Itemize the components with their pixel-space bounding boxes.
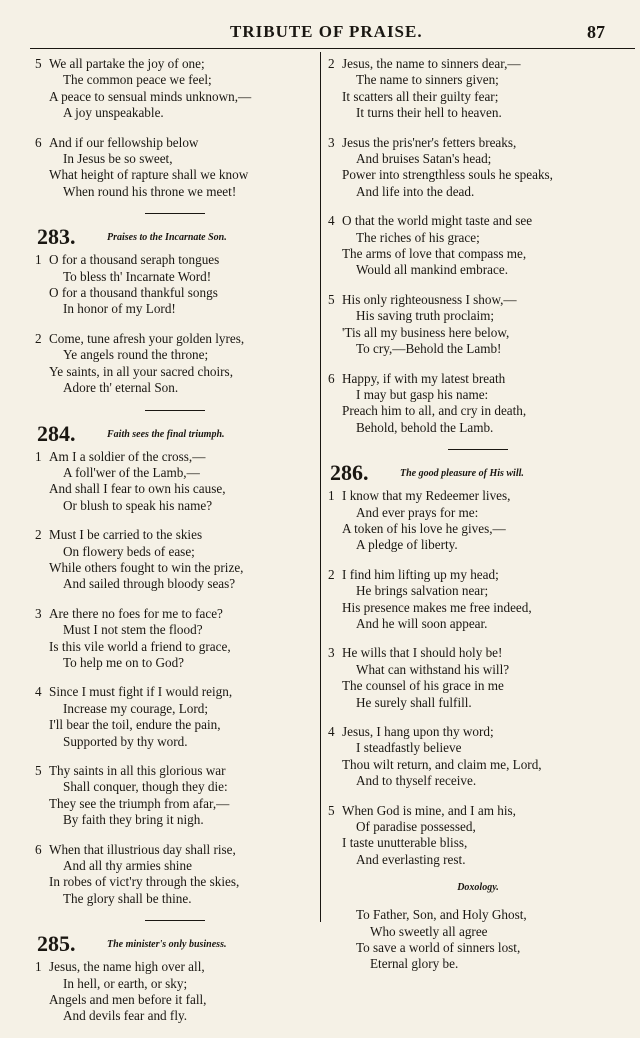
verse-line	[35, 622, 315, 638]
verse-text: I may but gasp his name:	[356, 386, 489, 402]
verse-line	[328, 505, 628, 521]
stanza	[328, 803, 628, 869]
left-column	[35, 56, 315, 1038]
stanza	[328, 371, 628, 437]
verse-text: By faith they bring it nigh.	[63, 812, 204, 828]
verse-number: 6	[35, 841, 42, 857]
verse-line	[328, 230, 628, 246]
stanza	[328, 292, 628, 358]
verse-text: A pledge of liberty.	[356, 537, 458, 553]
verse-text: Jesus the pris'ner's fetters breaks,	[342, 134, 517, 150]
verse-text: When that illustrious day shall rise,	[49, 841, 236, 857]
verse-line	[35, 858, 315, 874]
verse-text: Am I a soldier of the cross,—	[49, 448, 206, 464]
hymn-heading	[35, 421, 315, 449]
verse-text: And sailed through bloody seas?	[63, 576, 236, 592]
verse-line	[35, 655, 315, 671]
stanza-group	[328, 488, 628, 868]
verse-line	[328, 537, 628, 553]
doxology-title: Doxology.	[457, 882, 499, 894]
verse-line	[328, 678, 628, 694]
verse-text: Adore th' eternal Son.	[63, 380, 179, 396]
verse-line	[328, 616, 628, 632]
verse-text: His only righteousness I show,—	[342, 291, 517, 307]
verse-line	[35, 89, 315, 105]
verse-line	[328, 403, 628, 419]
verse-text: Thou wilt return, and claim me, Lord,	[342, 756, 542, 772]
verse-number: 1	[328, 488, 335, 504]
verse-line	[328, 488, 628, 504]
verse-text: A foll'wer of the Lamb,—	[63, 464, 200, 480]
verse-line	[328, 262, 628, 278]
verse-text: What height of rapture shall we know	[49, 167, 249, 183]
verse-text: His presence makes me free indeed,	[342, 599, 532, 615]
verse-text: 'Tis all my business here below,	[342, 324, 510, 340]
verse-text: While others fought to win the prize,	[49, 559, 244, 575]
verse-text: Come, tune afresh your golden lyres,	[49, 330, 245, 346]
verse-text: Jesus, the name high over all,	[49, 959, 205, 975]
hymn-heading	[35, 931, 315, 959]
stanza	[35, 56, 315, 122]
verse-text: I'll bear the toil, endure the pain,	[49, 717, 221, 733]
verse-text: A peace to sensual minds unknown,—	[49, 88, 252, 104]
verse-line	[328, 645, 628, 661]
hymn-separator	[448, 449, 508, 450]
stanza	[35, 449, 315, 515]
verse-line	[35, 151, 315, 167]
hymn-separator	[145, 213, 205, 214]
verse-text: Ye angels round the throne;	[63, 347, 209, 363]
verse-line	[328, 135, 628, 151]
verse-line	[35, 560, 315, 576]
verse-number: 5	[35, 763, 42, 778]
verse-line	[35, 105, 315, 121]
verse-text: Supported by thy word.	[63, 733, 188, 749]
verse-line	[328, 583, 628, 599]
verse-text: Jesus, I hang upon thy word;	[342, 724, 494, 739]
stanza	[35, 135, 315, 201]
verse-line	[328, 151, 628, 167]
verse-line	[328, 662, 628, 678]
verse-text: His saving truth proclaim;	[356, 308, 495, 324]
stanza	[35, 527, 315, 593]
verse-text: The common peace we feel;	[63, 72, 212, 88]
verse-line	[35, 779, 315, 795]
verse-text: I know that my Redeemer lives,	[342, 488, 511, 504]
stanza-group	[35, 959, 315, 1025]
verse-text: And if our fellowship below	[49, 134, 199, 150]
stanza	[328, 567, 628, 633]
verse-line	[35, 734, 315, 750]
verse-text: The arms of love that compass me,	[342, 246, 527, 262]
verse-text: And ever prays for me:	[356, 504, 479, 520]
verse-line	[35, 684, 315, 700]
verse-text: I find him lifting up my head;	[342, 566, 499, 582]
verse-text: And life into the dead.	[356, 183, 475, 199]
verse-line	[35, 874, 315, 890]
stanza-group	[35, 56, 315, 200]
stanza	[328, 645, 628, 711]
verse-line	[35, 449, 315, 465]
verse-line	[328, 184, 628, 200]
header-rule	[30, 48, 635, 49]
verse-number: 4	[328, 724, 335, 739]
verse-line	[35, 701, 315, 717]
verse-line	[328, 105, 628, 121]
verse-number: 6	[328, 370, 335, 386]
verse-text: To bless th' Incarnate Word!	[63, 268, 212, 284]
verse-line	[35, 56, 315, 72]
verse-number: 4	[328, 213, 335, 229]
verse-text: What can withstand his will?	[356, 661, 510, 677]
stanza-group	[35, 449, 315, 908]
stanza	[35, 959, 315, 1025]
verse-line	[328, 567, 628, 583]
verse-text: I taste unutterable bliss,	[342, 835, 468, 851]
verse-line: Who sweetly all agree	[370, 923, 488, 939]
hymn-heading	[328, 460, 628, 488]
verse-text: In Jesus be so sweet,	[63, 151, 173, 167]
verse-text: Happy, if with my latest breath	[342, 370, 506, 386]
verse-line	[35, 1008, 315, 1024]
verse-text: Angels and men before it fall,	[49, 992, 207, 1008]
verse-text: To help me on to God?	[63, 654, 185, 670]
right-column	[328, 56, 628, 986]
verse-line	[35, 976, 315, 992]
verse-number: 5	[328, 291, 335, 307]
stanza	[328, 488, 628, 554]
verse-line	[328, 341, 628, 357]
verse-text: Must I be carried to the skies	[49, 527, 203, 543]
verse-line	[328, 819, 628, 835]
verse-line	[328, 803, 628, 819]
hymn-separator	[145, 920, 205, 921]
verse-text: A token of his love he gives,—	[342, 520, 506, 536]
verse-text: Power into strengthless souls he speaks,	[342, 167, 553, 183]
verse-number: 5	[328, 802, 335, 818]
verse-text: The riches of his grace;	[356, 229, 480, 245]
verse-text: The glory shall be thine.	[63, 890, 192, 906]
verse-text: O for a thousand seraph tongues	[49, 252, 220, 268]
stanza	[35, 684, 315, 750]
verse-number: 1	[35, 448, 42, 464]
verse-number: 3	[328, 645, 335, 661]
hymn-number: 284.	[37, 420, 76, 446]
verse-line	[35, 465, 315, 481]
verse-text: And he will soon appear.	[356, 615, 488, 631]
stanza	[328, 56, 628, 122]
verse-number: 6	[35, 134, 42, 150]
verse-line: Eternal glory be.	[370, 956, 459, 972]
verse-line	[328, 213, 628, 229]
verse-text: In robes of vict'ry through the skies,	[49, 874, 240, 890]
verse-text: Preach him to all, and cry in death,	[342, 403, 527, 419]
verse-line	[35, 481, 315, 497]
verse-line	[328, 89, 628, 105]
verse-number: 3	[35, 605, 42, 621]
verse-text: It turns their hell to heaven.	[356, 105, 502, 121]
verse-text: It scatters all their guilty fear;	[342, 88, 499, 104]
verse-line	[35, 252, 315, 268]
verse-line	[35, 331, 315, 347]
doxology	[328, 907, 628, 973]
verse-text: O for a thousand thankful songs	[49, 285, 218, 301]
stanza-group	[35, 252, 315, 396]
verse-line	[35, 959, 315, 975]
verse-text: He brings salvation near;	[356, 583, 489, 599]
verse-text: Behold, behold the Lamb.	[356, 419, 494, 435]
verse-line	[35, 891, 315, 907]
verse-line	[328, 695, 628, 711]
stanza	[35, 331, 315, 397]
verse-line	[328, 420, 628, 436]
verse-line	[328, 56, 628, 72]
verse-number: 2	[328, 566, 335, 582]
verse-text: When God is mine, and I am his,	[342, 802, 516, 818]
verse-text: When round his throne we meet!	[63, 183, 237, 199]
verse-text: Would all mankind embrace.	[356, 262, 509, 278]
verse-line: To save a world of sinners lost,	[356, 940, 521, 956]
verse-line	[35, 269, 315, 285]
verse-line	[328, 724, 628, 740]
stanza	[328, 213, 628, 279]
verse-text: I steadfastly believe	[356, 740, 462, 756]
verse-line	[328, 246, 628, 262]
verse-text: They see the triumph from afar,—	[49, 795, 230, 811]
verse-line	[35, 796, 315, 812]
verse-text: A joy unspeakable.	[63, 105, 164, 121]
verse-line	[328, 371, 628, 387]
page-header	[0, 22, 640, 46]
verse-line	[35, 527, 315, 543]
verse-line	[328, 308, 628, 324]
verse-line	[35, 364, 315, 380]
hymn-heading	[35, 224, 315, 252]
hymn-title: The minister's only business.	[107, 939, 227, 951]
verse-line	[35, 347, 315, 363]
stanza	[328, 724, 628, 790]
verse-text: Increase my courage, Lord;	[63, 700, 208, 716]
verse-number: 4	[35, 684, 42, 700]
verse-number: 3	[328, 134, 335, 150]
verse-number: 2	[35, 527, 42, 543]
verse-line	[35, 498, 315, 514]
stanza	[35, 606, 315, 672]
verse-text: Are there no foes for me to face?	[49, 605, 223, 621]
verse-text: Or blush to speak his name?	[63, 497, 213, 513]
verse-line	[35, 763, 315, 779]
verse-line	[35, 717, 315, 733]
hymn-number: 283.	[37, 224, 76, 250]
verse-line	[35, 135, 315, 151]
verse-number: 1	[35, 252, 42, 268]
hymn-title: Faith sees the final triumph.	[107, 428, 225, 440]
verse-line	[35, 639, 315, 655]
verse-line	[35, 606, 315, 622]
verse-text: We all partake the joy of one;	[49, 56, 205, 71]
verse-text: And bruises Satan's head;	[356, 151, 492, 167]
verse-line	[328, 740, 628, 756]
stanza-group	[328, 56, 628, 436]
verse-line	[35, 842, 315, 858]
verse-text: Shall conquer, though they die:	[63, 779, 228, 795]
verse-text: Is this vile world a friend to grace,	[49, 638, 231, 654]
verse-line	[328, 835, 628, 851]
verse-line	[328, 773, 628, 789]
verse-line	[35, 285, 315, 301]
verse-number: 5	[35, 56, 42, 71]
verse-line	[35, 576, 315, 592]
verse-line	[328, 521, 628, 537]
verse-text: And devils fear and fly.	[63, 1008, 188, 1024]
verse-text: On flowery beds of ease;	[63, 543, 195, 559]
verse-text: And all thy armies shine	[63, 858, 192, 874]
running-title: TRIBUTE OF PRAISE.	[230, 22, 423, 41]
verse-number: 2	[35, 330, 42, 346]
verse-line	[35, 992, 315, 1008]
verse-line	[328, 72, 628, 88]
verse-text: Thy saints in all this glorious war	[49, 763, 226, 778]
verse-line	[328, 600, 628, 616]
verse-text: To cry,—Behold the Lamb!	[356, 341, 502, 357]
verse-line	[35, 72, 315, 88]
verse-text: The counsel of his grace in me	[342, 678, 504, 694]
verse-number: 2	[328, 56, 335, 71]
stanza	[35, 842, 315, 908]
verse-text: Ye saints, in all your sacred choirs,	[49, 363, 233, 379]
verse-line	[328, 852, 628, 868]
verse-line	[328, 292, 628, 308]
hymn-separator	[145, 410, 205, 411]
column-divider	[320, 52, 321, 922]
verse-text: Jesus, the name to sinners dear,—	[342, 56, 521, 71]
verse-line	[35, 812, 315, 828]
hymn-title: Praises to the Incarnate Son.	[107, 232, 227, 244]
verse-text: Since I must fight if I would reign,	[49, 684, 233, 700]
verse-text: Of paradise possessed,	[356, 819, 476, 835]
verse-text: In honor of my Lord!	[63, 301, 176, 317]
verse-text: He wills that I should holy be!	[342, 645, 503, 661]
verse-line	[328, 325, 628, 341]
page-number: 87	[587, 22, 605, 42]
verse-line	[35, 184, 315, 200]
verse-text: And shall I fear to own his cause,	[49, 481, 226, 497]
verse-text: And to thyself receive.	[356, 773, 477, 789]
verse-line	[328, 387, 628, 403]
verse-line	[35, 301, 315, 317]
stanza	[35, 252, 315, 318]
verse-text: And everlasting rest.	[356, 851, 466, 867]
hymn-number: 285.	[37, 931, 76, 957]
verse-text: O that the world might taste and see	[342, 213, 533, 229]
verse-number: 1	[35, 959, 42, 975]
verse-line	[35, 380, 315, 396]
verse-text: In hell, or earth, or sky;	[63, 975, 188, 991]
hymn-number: 286.	[330, 460, 369, 486]
verse-line	[328, 167, 628, 183]
verse-line: To Father, Son, and Holy Ghost,	[356, 907, 527, 923]
verse-text: He surely shall fulfill.	[356, 694, 472, 710]
verse-text: Must I not stem the flood?	[63, 622, 203, 638]
verse-line	[35, 167, 315, 183]
verse-text: The name to sinners given;	[356, 72, 499, 88]
stanza	[328, 135, 628, 201]
verse-line	[35, 544, 315, 560]
hymn-title: The good pleasure of His will.	[400, 468, 524, 480]
verse-line	[328, 757, 628, 773]
stanza	[35, 763, 315, 829]
